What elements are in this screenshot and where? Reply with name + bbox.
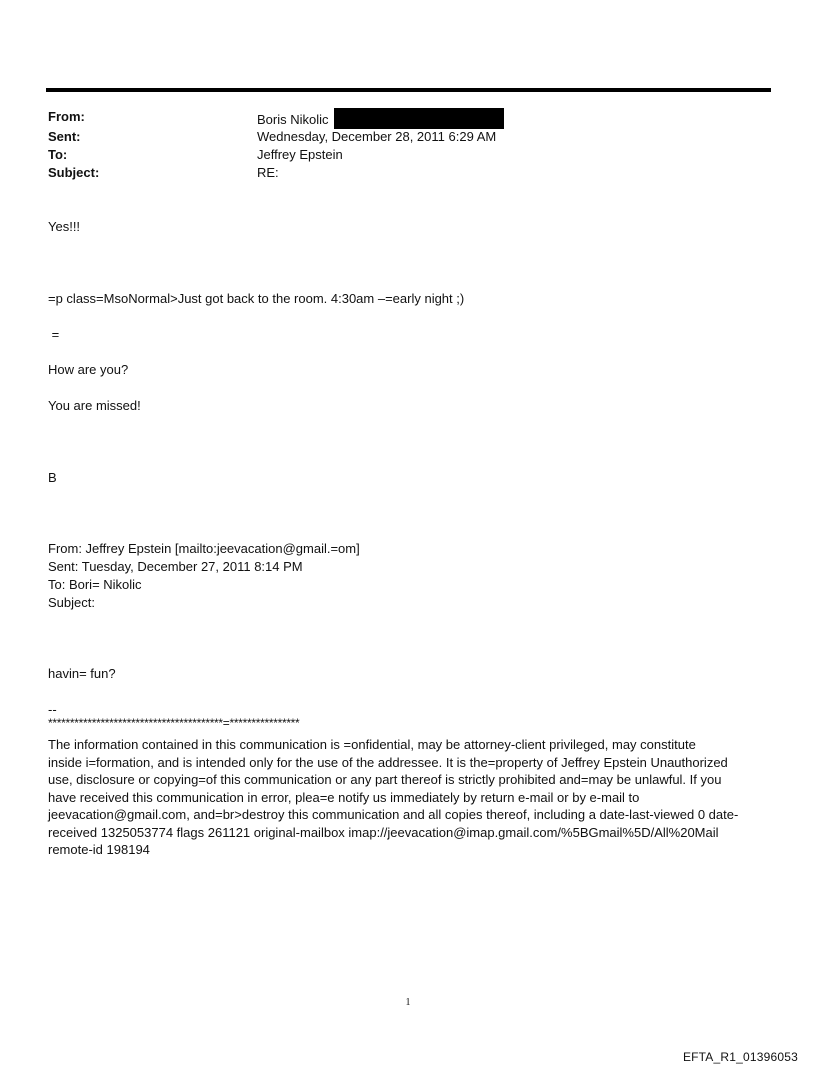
confidentiality-disclaimer [48, 736, 778, 859]
from-name: Boris Nikolic [257, 112, 329, 127]
disclaimer-line: use, disclosure or copying=of this communication or any part thereof is strictly prohibited and=may be unlawful. If you [48, 772, 722, 787]
from-label: From: [48, 109, 85, 124]
sent-label: Sent: [48, 129, 81, 144]
quoted-from: From: Jeffrey Epstein [mailto:jeevacation@gmail.=om] [48, 541, 360, 556]
sent-value: Wednesday, December 28, 2011 6:29 AM [257, 129, 497, 144]
disclaimer-line: remote-id 198194 [48, 842, 150, 857]
quoted-subject: Subject: [48, 595, 95, 610]
disclaimer-line: The information contained in this communication is =onfidential, may be attorney-client privileged, may constitute [48, 737, 696, 752]
signature-dashes: -- [48, 702, 57, 717]
signature-stars: ****************************************=**************** [48, 716, 300, 730]
subject-label: Subject: [48, 165, 100, 180]
document-id: EFTA_R1_01396053 [682, 1050, 798, 1064]
subject-value: RE: [257, 165, 279, 180]
body-line-4: How are you? [48, 362, 129, 377]
from-value [257, 108, 504, 129]
to-label: To: [48, 147, 68, 162]
body-line-2: =p class=MsoNormal>Just got back to the room. 4:30am –=early night ;) [48, 291, 465, 306]
disclaimer-line: jeevacation@gmail.com, and=br>destroy this communication and all copies thereof, including a date-last-viewed 0 date- [48, 807, 739, 822]
quoted-sent: Sent: Tuesday, December 27, 2011 8:14 PM [48, 559, 303, 574]
to-value: Jeffrey Epstein [257, 147, 343, 162]
disclaimer-line: received 1325053774 flags 261121 original-mailbox imap://jeevacation@imap.gmail.com/%5BGmail%5D/All%20Mail [48, 824, 719, 840]
header-rule [46, 88, 771, 92]
body-line-1: Yes!!! [48, 219, 81, 234]
quoted-to: To: Bori= Nikolic [48, 577, 142, 592]
body-line-5: You are missed! [48, 398, 141, 413]
body-line-3: = [48, 327, 60, 342]
disclaimer-line: have received this communication in error, plea=e notify us immediately by return e-mail or by e-mail to [48, 789, 640, 805]
quoted-body: havin= fun? [48, 666, 116, 681]
disclaimer-line: inside i=formation, and is intended only for the use of the addressee. It is the=property of Jeffrey Epstein Unauthorized [48, 754, 728, 770]
redaction-block [334, 108, 504, 129]
signoff: B [48, 470, 57, 485]
page-number: 1 [405, 997, 411, 1008]
